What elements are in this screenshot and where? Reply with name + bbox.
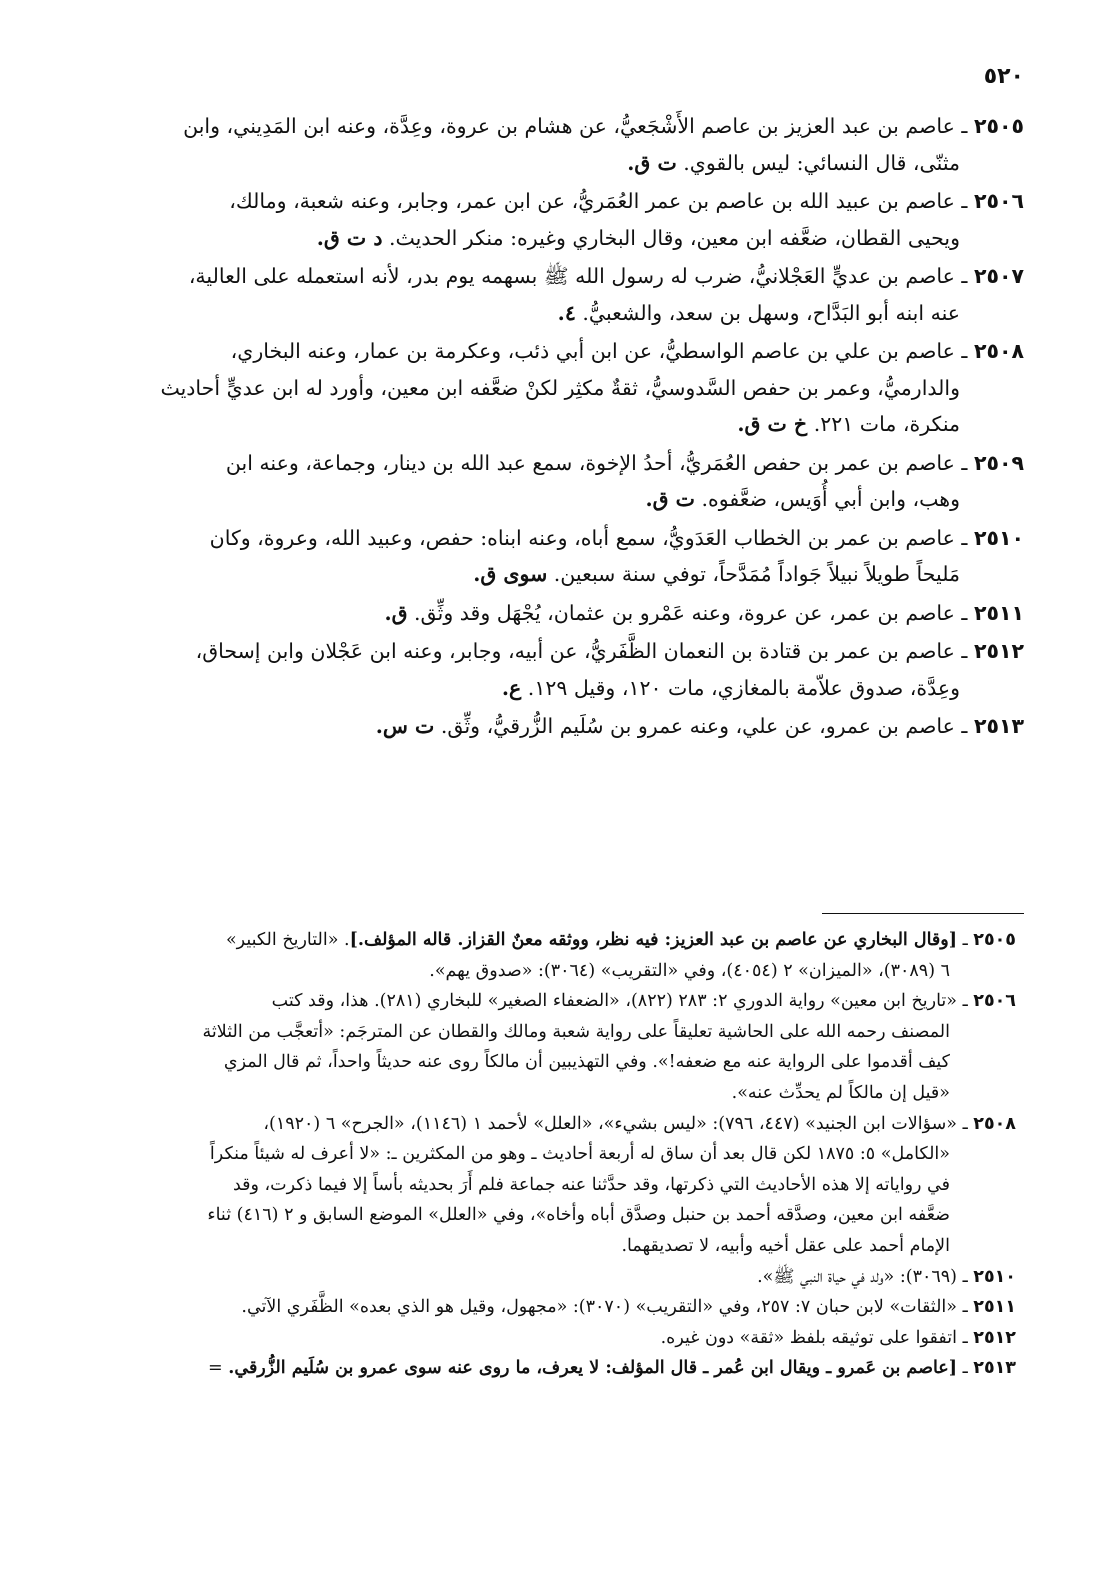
footnote-2508: ٢٥٠٨ ـ «سؤالات ابن الجنيد» (٤٤٧، ٧٩٦): «ليس بشيء»، «العلل» لأحمد ١ (١١٤٦)، «الجرح» ٦ (١٩٢٠)، «الكامل» ٥: ١٨٧٥ لكن قال بعد أن ساق له أربعة أحاديث ـ وهو من المكثرين ـ: «لا أعرف له شيئاً منكراً في رواياته إلا هذه الأحاديث التي ذكرتها، وقد حدَّثنا عنه جماعة فلم أَرَ بحديثه بأساً إلا فيما ذكرت، وقد ضعَّفه ابن معين، وصدَّقه أحمد بن حنبل وصدَّق أباه وأخاه»، وفي «العلل» الموضع السابق و ٢ (٤١٦) ثناء الإمام أحمد على عقل أخيه وأبيه، لا تصديقهما. bbox=[22, 1109, 1016, 1262]
footnote-2505: ٢٥٠٥ ـ [وقال البخاري عن عاصم بن عبد العزيز: فيه نظر، ووثقه معنٌ القزاز. قاله المؤلف.]. «التاريخ الكبير» ٦ (٣٠٨٩)، «الميزان» ٢ (٤٠٥٤)، وفي «التقريب» (٣٠٦٤): «صدوق يهم». bbox=[22, 925, 1016, 986]
entry-2510: ٢٥١٠ ـ عاصم بن عمر بن الخطاب العَدَويُّ، سمع أباه، وعنه ابناه: حفص، وعبيد الله، وعروة، وكان مَليحاً طويلاً نبيلاً جَواداً مُمَدَّحاً، توفي سنة سبعين. سوى ق. bbox=[209, 525, 1024, 586]
footnote-text: الإمام أحمد على عقل أخيه وأبيه، لا تصديقهما. bbox=[621, 1235, 950, 1256]
entry-text: عاصم بن عبد العزيز بن عاصم الأَشْجَعيُّ، عن هشام بن عروة، وعِدَّة، وعنه ابن المَدِيني، وابن bbox=[183, 114, 955, 138]
footnote-number: ٢٥١١ bbox=[973, 1297, 1016, 1318]
entry-symbol: ق. bbox=[384, 600, 408, 625]
entry-number: ٢٥١٢ bbox=[973, 639, 1024, 663]
entry-text: وهب، وابن أبي أُوَيس، ضعَّفوه. bbox=[701, 487, 960, 511]
entry-symbol: ت ق. bbox=[645, 487, 695, 511]
entry-text: عنه ابنه أبو البَدَّاح، وسهل بن سعد، والشعبيُّ. bbox=[582, 300, 960, 325]
footnote-text: في رواياته إلا هذه الأحاديث التي ذكرتها، وقد حدَّثنا عنه جماعة فلم أَرَ بحديثه بأساً إلا فيما ذكرت، وقد bbox=[232, 1174, 950, 1195]
footnote-text: اتفقوا على توثيقه بلفظ «ثقة» دون غيره. bbox=[660, 1327, 957, 1348]
entry-text: عاصم بن عمر، عن عروة، وعنه عَمْرو بن عثمان، يُجْهَل وقد وثِّق. bbox=[414, 600, 955, 625]
footnote-text: . «التاريخ الكبير» bbox=[225, 930, 350, 950]
entry-text: عاصم بن عمر بن الخطاب العَدَويُّ، سمع أباه، وعنه ابناه: حفص، وعبيد الله، وعروة، وكان bbox=[209, 525, 955, 550]
entry-number: ٢٥١١ bbox=[973, 600, 1024, 625]
entry-number: ٢٥٠٩ bbox=[973, 450, 1024, 475]
footnote-2512: ٢٥١٢ ـ اتفقوا على توثيقه بلفظ «ثقة» دون غيره. bbox=[660, 1327, 1016, 1348]
footnote-2510: ٢٥١٠ ـ (٣٠٦٩): «ولد في حياة النبي ﷺ». bbox=[757, 1266, 1016, 1287]
entry-text: مَليحاً طويلاً نبيلاً جَواداً مُمَدَّحاً، توفي سنة سبعين. bbox=[553, 562, 960, 586]
footnote-2511: ٢٥١١ ـ «الثقات» لابن حبان ٧: ٢٥٧، وفي «التقريب» (٣٠٧٠): «مجهول، وقيل هو الذي بعده» الظَّفَري الآتي. bbox=[241, 1297, 1016, 1318]
footnote-text: «سؤالات ابن الجنيد» (٤٤٧، ٧٩٦): «ليس بشيء»، «العلل» لأحمد ١ (١١٤٦)، «الجرح» ٦ (١٩٢٠)، bbox=[263, 1113, 957, 1134]
footnote-number: ٢٥٠٦ bbox=[973, 991, 1016, 1012]
entry-text: عاصم بن عمر بن قتادة بن النعمان الظَّفَريُّ، عن أبيه، وجابر، وعنه ابن عَجْلان وابن إسحاق، bbox=[195, 639, 955, 663]
footnote-number: ٢٥٠٥ bbox=[973, 930, 1016, 950]
entry-text: عاصم بن علي بن عاصم الواسطيُّ، عن ابن أبي ذئب، وعكرمة بن عمار، وعنه البخاري، bbox=[230, 339, 955, 363]
footnote-text: المصنف رحمه الله على الحاشية تعليقاً على رواية شعبة ومالك والقطان عن المترجَم: «أتعجَّب من الثلاثة bbox=[202, 1021, 950, 1042]
entry-symbol: خ ت ق. bbox=[737, 412, 808, 436]
footnote-bold-text: [وقال البخاري عن عاصم بن عبد العزيز: فيه نظر، ووثقه معنٌ القزاز. قاله المؤلف.] bbox=[349, 930, 957, 950]
entry-number: ٢٥١٣ bbox=[973, 714, 1024, 738]
entry-text: عاصم بن عمرو، عن علي، وعنه عمرو بن سُلَيم الزُّرقيُّ، وثِّق. bbox=[440, 714, 955, 738]
footnote-text: «الثقات» لابن حبان ٧: ٢٥٧، وفي «التقريب» (٣٠٧٠): «مجهول، وقيل هو الذي بعده» الظَّفَري الآتي. bbox=[241, 1297, 957, 1318]
entry-2511: ٢٥١١ ـ عاصم بن عمر، عن عروة، وعنه عَمْرو بن عثمان، يُجْهَل وقد وثِّق. ق. bbox=[384, 600, 1024, 625]
footnote-bold-text: [عاصم بن عَمرو ـ ويقال ابن عُمر ـ قال المؤلف: لا يعرف، ما روى عنه سوى عمرو بن سُلَيم الزُّرقي. bbox=[228, 1358, 957, 1379]
entry-symbol: سوى ق. bbox=[473, 562, 548, 586]
footnote-2506: ٢٥٠٦ ـ «تاريخ ابن معين» رواية الدوري ٢: ٢٨٣ (٨٢٢)، «الضعفاء الصغير» للبخاري (٢٨١). هذا، وقد كتب المصنف رحمه الله على الحاشية تعليقاً على رواية شعبة ومالك والقطان عن المترجَم: «أتعجَّب من الثلاثة كيف أقدموا على الرواية عنه مع ضعفه!». وفي التهذيبين أن مالكاً روى عنه حديثاً واحداً، ثم قال المزي «قيل إن مالكاً لم يحدِّث عنه». bbox=[22, 986, 1016, 1108]
entry-2513: ٢٥١٣ ـ عاصم بن عمرو، عن علي، وعنه عمرو بن سُلَيم الزُّرقيُّ، وثِّق. ت س. bbox=[375, 714, 1024, 738]
entry-2505: ٢٥٠٥ ـ عاصم بن عبد العزيز بن عاصم الأَشْجَعيُّ، عن هشام بن عروة، وعِدَّة، وعنه ابن المَدِيني، وابن مثنّى، قال النسائي: ليس بالقوي. ت ق. bbox=[183, 114, 1024, 175]
footnote-text: «قيل إن مالكاً لم يحدِّث عنه». bbox=[731, 1082, 950, 1103]
entry-2512: ٢٥١٢ ـ عاصم بن عمر بن قتادة بن النعمان الظَّفَريُّ، عن أبيه، وجابر، وعنه ابن عَجْلان وابن إسحاق، وعِدَّة، صدوق علاّمة بالمغازي، مات ١٢٠، وقيل ١٢٩. ع. bbox=[195, 639, 1024, 700]
footnotes bbox=[22, 925, 1016, 1384]
entry-2506: ٢٥٠٦ ـ عاصم بن عبيد الله بن عاصم بن عمر العُمَريُّ، عن ابن عمر، وجابر، وعنه شعبة، ومالك، ويحيى القطان، ضعَّفه ابن معين، وقال البخاري وغيره: منكر الحديث. د ت ق. bbox=[229, 189, 1024, 250]
footnote-number: ٢٥١٠ bbox=[973, 1266, 1016, 1287]
entry-text: منكرة، مات ٢٢١. bbox=[813, 412, 960, 436]
footnote-text: ٦ (٣٠٨٩)، «الميزان» ٢ (٤٠٥٤)، وفي «التقريب» (٣٠٦٤): «صدوق يهم». bbox=[429, 960, 950, 981]
entry-2507: ٢٥٠٧ ـ عاصم بن عديٍّ العَجْلانيُّ، ضرب له رسول الله ﷺ بسهمه يوم بدر، لأنه استعمله على العالية، عنه ابنه أبو البَدَّاح، وسهل بن سعد، والشعبيُّ. ٤. bbox=[188, 264, 1024, 325]
entry-text: والدارميُّ، وعمر بن حفص السَّدوسيُّ، ثقةٌ مكثِر لكنْ ضعَّفه ابن معين، وأورد له ابن عديٍّ أحاديث bbox=[160, 375, 960, 400]
entry-text: عاصم بن عمر بن حفص العُمَريُّ، أحدُ الإخوة، سمع عبد الله بن دينار، وجماعة، وعنه ابن bbox=[225, 450, 955, 475]
entry-symbol: ت س. bbox=[375, 714, 435, 738]
entry-2509: ٢٥٠٩ ـ عاصم بن عمر بن حفص العُمَريُّ، أحدُ الإخوة، سمع عبد الله بن دينار، وجماعة، وعنه ابن وهب، وابن أبي أُوَيس، ضعَّفوه. ت ق. bbox=[225, 450, 1024, 511]
entry-text: مثنّى، قال النسائي: ليس بالقوي. bbox=[683, 150, 960, 175]
footnote-divider bbox=[822, 913, 1024, 914]
footnote-text: «تاريخ ابن معين» رواية الدوري ٢: ٢٨٣ (٨٢٢)، «الضعفاء الصغير» للبخاري (٢٨١). هذا، وقد كتب bbox=[271, 991, 957, 1012]
entry-text: عاصم بن عديٍّ العَجْلانيُّ، ضرب له رسول الله ﷺ بسهمه يوم بدر، لأنه استعمله على العالية، bbox=[188, 264, 955, 288]
entry-number: ٢٥٠٨ bbox=[973, 339, 1024, 363]
footnote-text: «الكامل» ٥: ١٨٧٥ لكن قال بعد أن ساق له أربعة أحاديث ـ وهو من المكثرين ـ: «لا أعرف له شيئاً منكراً bbox=[209, 1144, 950, 1165]
entry-text: ويحيى القطان، ضعَّفه ابن معين، وقال البخاري وغيره: منكر الحديث. bbox=[389, 225, 960, 250]
page-number: ٥٢٠ bbox=[983, 64, 1024, 89]
footnote-text: (٣٠٦٩): «ولد في حياة النبي ﷺ». bbox=[757, 1266, 957, 1287]
entry-2508: ٢٥٠٨ ـ عاصم بن علي بن عاصم الواسطيُّ، عن ابن أبي ذئب، وعكرمة بن عمار، وعنه البخاري، والدارميُّ، وعمر بن حفص السَّدوسيُّ، ثقةٌ مكثِر لكنْ ضعَّفه ابن معين، وأورد له ابن عديٍّ أحاديث منكرة، مات ٢٢١. خ ت ق. bbox=[160, 339, 1024, 436]
entry-number: ٢٥٠٧ bbox=[973, 264, 1024, 288]
footnote-number: ٢٥٠٨ bbox=[973, 1113, 1016, 1134]
entry-number: ٢٥٠٥ bbox=[973, 114, 1024, 138]
entry-text: وعِدَّة، صدوق علاّمة بالمغازي، مات ١٢٠، وقيل ١٢٩. bbox=[527, 675, 960, 700]
entry-symbol: ع. bbox=[501, 675, 522, 700]
entry-symbol: د ت ق. bbox=[316, 225, 383, 250]
entry-symbol: ٤. bbox=[557, 300, 576, 325]
main-text bbox=[38, 108, 1024, 747]
footnote-2513: ٢٥١٣ ـ [عاصم بن عَمرو ـ ويقال ابن عُمر ـ قال المؤلف: لا يعرف، ما روى عنه سوى عمرو بن سُلَيم الزُّرقي. = bbox=[208, 1358, 1016, 1379]
entry-number: ٢٥٠٦ bbox=[973, 189, 1024, 213]
entry-text: عاصم بن عبيد الله بن عاصم بن عمر العُمَريُّ، عن ابن عمر، وجابر، وعنه شعبة، ومالك، bbox=[229, 189, 955, 213]
entry-symbol: ت ق. bbox=[627, 150, 677, 175]
footnote-text: ضعَّفه ابن معين، وصدَّقه أحمد بن حنبل وصدَّق أباه وأخاه»، وفي «العلل» الموضع السابق و ٢ (٤١٦) ثناء bbox=[207, 1205, 950, 1226]
footnote-text: = bbox=[208, 1358, 229, 1379]
footnote-number: ٢٥١٣ bbox=[973, 1358, 1016, 1379]
footnote-number: ٢٥١٢ bbox=[973, 1327, 1016, 1348]
entry-number: ٢٥١٠ bbox=[973, 525, 1024, 550]
footnote-text: كيف أقدموا على الرواية عنه مع ضعفه!». وفي التهذيبين أن مالكاً روى عنه حديثاً واحداً، ثم قال المزي bbox=[223, 1052, 950, 1073]
